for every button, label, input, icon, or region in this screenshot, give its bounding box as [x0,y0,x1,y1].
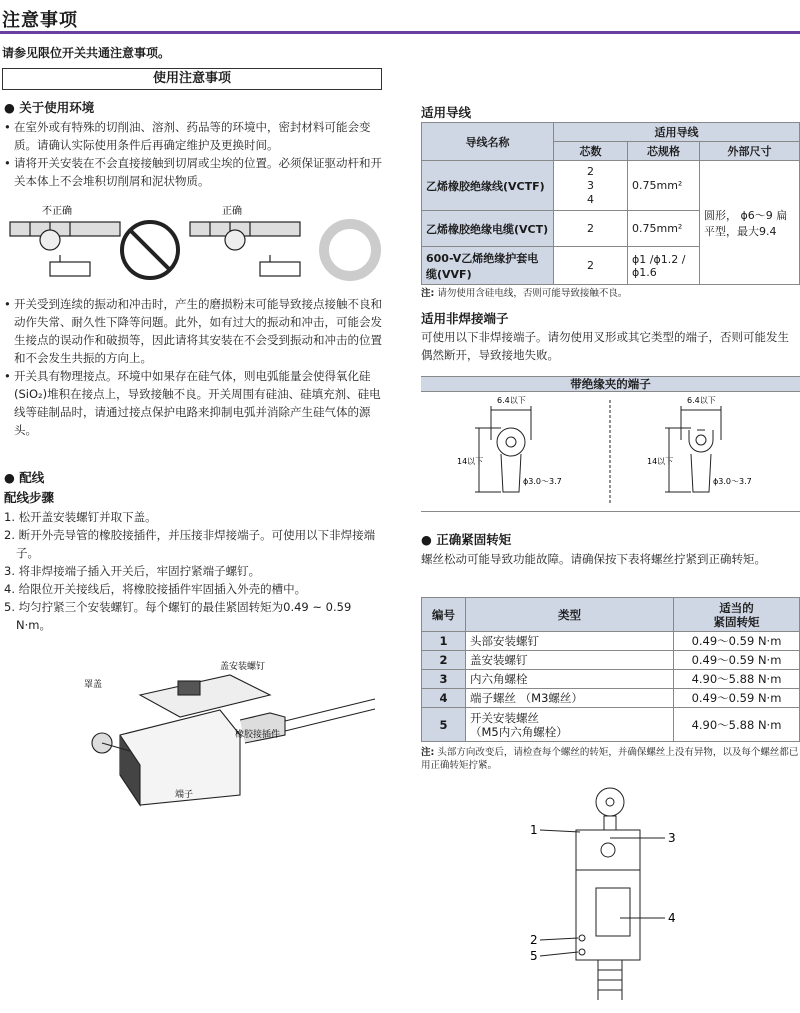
wiring-step: 2. 断开外壳导管的橡胶接插件，并压接非焊接端子。可使用以下非焊接端子。 [4,528,376,560]
intro-text: 请参见限位开关共通注意事项。 [2,46,171,60]
installation-figure [0,200,400,290]
row-type: 头部安装螺钉 [466,632,674,651]
figure-label-right: 正确 [222,206,242,217]
row-type: 开关安装螺丝 （M5内六角螺栓） [466,708,674,742]
callout-4: 4 [668,911,676,925]
env-bullet: • 开关受到连续的振动和冲击时，产生的磨损粉末可能导致接点接触不良和动作失常、耐久性下降等问题。此外，如有过大的振动和冲击，可能会发生接点的误动作和破损等，因此请将其安装在不会受到振动和冲击的位置和不会发生共振的方向上。 [4,295,382,367]
note-label: 注: [421,747,435,758]
table-cell-spec: 0.75mm² [628,161,700,211]
section-box-title: 使用注意事项 [2,68,382,90]
table-row-name: 乙烯橡胶绝缘线(VCTF) [422,161,554,211]
terminals-heading: 适用非焊接端子 [421,311,509,326]
callout-5: 5 [530,949,538,963]
col-wire-group: 适用导线 [554,123,800,142]
note-label: 注: [421,288,435,299]
dim-width: 6.4以下 [497,396,526,405]
env-bullet: • 在室外或有特殊的切削油、溶剂、药品等的环境中，密封材料可能会变质。请确认实际使用条件后再确定维护及更换时间。 [4,118,382,154]
row-no: 4 [422,689,466,708]
row-no: 2 [422,651,466,670]
label-rubber: 橡胶接插件 [235,730,281,740]
label-cover: 罩盖 [84,680,103,690]
wiring-steps [4,508,382,634]
dim-height: 14以下 [457,457,484,466]
row-type: 端子螺丝 （M3螺丝） [466,689,674,708]
col-torque: 适当的 紧固转矩 [674,598,800,632]
table-row-name: 600-V乙烯绝缘护套电缆(VVF) [422,247,554,285]
row-no: 5 [422,708,466,742]
table-cell-outer: 圆形， ϕ6～9 扁平型，最大9.4 [700,161,800,285]
label-terminal: 端子 [175,790,194,800]
col-outer: 外部尺寸 [700,142,800,161]
callout-2: 2 [530,933,538,947]
row-torque: 0.49～0.59 N·m [674,632,800,651]
callout-3: 3 [668,831,676,845]
wiring-step: 3. 将非焊接端子插入开关后，牢固拧紧端子螺钉。 [4,564,261,578]
wiring-step: 4. 给限位开关接线后，将橡胶接插件牢固插入外壳的槽中。 [4,582,307,596]
torque-heading: ● 正确紧固转矩 [421,532,512,547]
torque-desc: 螺丝松动可能导致功能故障。请确保按下表将螺丝拧紧到正确转矩。 [421,552,766,566]
callout-1: 1 [530,823,538,837]
dim-diameter: ϕ3.0～3.7 [713,477,752,486]
table-cell-spec: 0.75mm² [628,211,700,247]
note-text: 请勿使用含硅电线，否则可能导致接触不良。 [437,288,628,299]
table-cell-cores: 2 3 4 [554,161,628,211]
row-type: 盖安装螺钉 [466,651,674,670]
table-cell-cores: 2 [554,211,628,247]
switch-figure [520,780,700,1005]
terminal-drawings [421,392,800,512]
env-bullets-2 [4,295,382,439]
label-cover-screw: 盖安装螺钉 [220,662,266,672]
table-cell-spec: ϕ1 /ϕ1.2 /ϕ1.6 [628,247,700,285]
row-torque: 0.49～0.59 N·m [674,651,800,670]
page-title: 注意事项 [2,10,78,31]
terminals-desc: 可使用以下非焊接端子。请勿使用叉形或其它类型的端子，否则可能发生偶然断开，导致接地失败。 [421,330,789,362]
wiring-figure [70,655,380,815]
figure-label-wrong: 不正确 [42,206,72,217]
env-bullet: • 请将开关安装在不会直接接触到切屑或尘埃的位置。必须保证驱动杆和开关本体上不会堆积切削屑和泥状物质。 [4,154,382,190]
row-torque: 4.90～5.88 N·m [674,708,800,742]
table-row-name: 乙烯橡胶绝缘电缆(VCT) [422,211,554,247]
row-no: 1 [422,632,466,651]
torque-note [421,746,800,772]
row-torque: 4.90～5.88 N·m [674,670,800,689]
col-no: 编号 [422,598,466,632]
terminals-box [421,392,800,512]
env-heading: ● 关于使用环境 [4,100,95,115]
table-cell-cores: 2 [554,247,628,285]
wire-table-heading: 适用导线 [421,105,472,120]
row-no: 3 [422,670,466,689]
row-type: 内六角螺栓 [466,670,674,689]
wiring-heading: ● 配线 [4,470,45,485]
col-spec: 芯规格 [628,142,700,161]
dim-width: 6.4以下 [687,396,716,405]
dim-height: 14以下 [647,457,674,466]
note-text: 头部方向改变后，请检查每个螺丝的转矩，并确保螺丝上没有异物，以及每个螺丝都已用正确转矩拧紧。 [421,747,799,771]
col-cores: 芯数 [554,142,628,161]
wire-table [421,122,800,285]
env-bullet: • 开关具有物理接点。环境中如果存在硅气体，则电弧能量会使得氧化硅(SiO₂)堆积在接点上，导致接触不良。开关周围有硅油、硅填充剂、硅电线等硅制品时，请通过接点保护电路来抑制电弧并消除产生硅气体的源头。 [4,367,382,439]
wiring-step: 5. 均匀拧紧三个安装螺钉。每个螺钉的最佳紧固转矩为0.49 ~ 0.59 N·m。 [4,600,352,632]
col-type: 类型 [466,598,674,632]
wiring-subheading: 配线步骤 [4,490,55,505]
torque-table [421,597,800,742]
col-wire-name: 导线名称 [422,123,554,161]
env-bullets [4,118,382,190]
wire-note [421,287,800,300]
wiring-step: 1. 松开盖安装螺钉并取下盖。 [4,510,157,524]
row-torque: 0.49～0.59 N·m [674,689,800,708]
dim-diameter: ϕ3.0～3.7 [523,477,562,486]
terminals-box-title: 带绝缘夹的端子 [421,376,800,392]
title-divider [0,31,800,34]
